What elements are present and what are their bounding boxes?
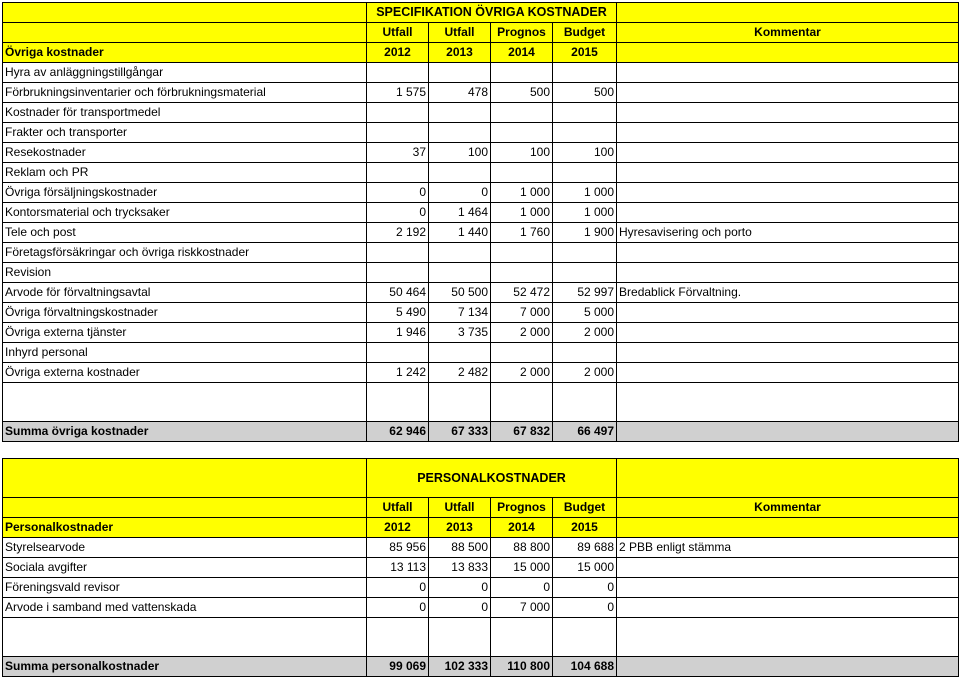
row-value: 1 575 bbox=[367, 83, 429, 103]
row-value bbox=[429, 63, 491, 83]
row-value: 7 134 bbox=[429, 303, 491, 323]
row-label: Tele och post bbox=[3, 223, 367, 243]
row-value bbox=[367, 343, 429, 363]
row-value: 1 440 bbox=[429, 223, 491, 243]
row-label: Förbrukningsinventarier och förbrukningsmaterial bbox=[3, 83, 367, 103]
sum-value: 99 069 bbox=[367, 657, 429, 677]
table-row bbox=[3, 323, 959, 343]
table-row bbox=[3, 143, 959, 163]
row-comment bbox=[617, 83, 959, 103]
row-value bbox=[491, 123, 553, 143]
row-value: 1 000 bbox=[491, 203, 553, 223]
row-value: 0 bbox=[553, 578, 617, 598]
year-header: 2012 bbox=[367, 43, 429, 63]
row-value: 0 bbox=[553, 598, 617, 618]
row-label: Frakter och transporter bbox=[3, 123, 367, 143]
row-label: Övriga försäljningskostnader bbox=[3, 183, 367, 203]
row-value: 52 997 bbox=[553, 283, 617, 303]
row-value: 7 000 bbox=[491, 303, 553, 323]
row-value bbox=[429, 263, 491, 283]
row-value: 0 bbox=[367, 598, 429, 618]
blank-cell bbox=[367, 383, 429, 422]
blank-cell bbox=[617, 383, 959, 422]
table-row bbox=[3, 343, 959, 363]
row-value: 88 500 bbox=[429, 538, 491, 558]
year-header: 2012 bbox=[367, 518, 429, 538]
row-value bbox=[367, 123, 429, 143]
table-row bbox=[3, 558, 959, 578]
row-value bbox=[367, 63, 429, 83]
row-comment bbox=[617, 323, 959, 343]
row-value: 2 000 bbox=[553, 363, 617, 383]
year-row bbox=[3, 518, 959, 538]
blank-cell bbox=[3, 618, 367, 657]
sum-value: 102 333 bbox=[429, 657, 491, 677]
comment-header-empty bbox=[617, 43, 959, 63]
blank-cell bbox=[491, 618, 553, 657]
row-value bbox=[491, 63, 553, 83]
row-value: 5 000 bbox=[553, 303, 617, 323]
year-header: 2013 bbox=[429, 518, 491, 538]
row-value bbox=[367, 163, 429, 183]
row-value: 2 192 bbox=[367, 223, 429, 243]
row-label: Övriga externa kostnader bbox=[3, 363, 367, 383]
row-value: 50 500 bbox=[429, 283, 491, 303]
row-value: 2 482 bbox=[429, 363, 491, 383]
row-label: Hyra av anläggningstillgångar bbox=[3, 63, 367, 83]
row-label: Resekostnader bbox=[3, 143, 367, 163]
row-value: 0 bbox=[367, 183, 429, 203]
table-row bbox=[3, 223, 959, 243]
title-spacer bbox=[3, 3, 367, 23]
spreadsheet bbox=[2, 2, 958, 677]
header-label: Övriga kostnader bbox=[3, 43, 367, 63]
column-header: Utfall bbox=[429, 498, 491, 518]
row-label: Kontorsmaterial och trycksaker bbox=[3, 203, 367, 223]
column-header: Prognos bbox=[491, 23, 553, 43]
row-label: Inhyrd personal bbox=[3, 343, 367, 363]
row-label: Reklam och PR bbox=[3, 163, 367, 183]
row-value bbox=[553, 263, 617, 283]
row-label: Revision bbox=[3, 263, 367, 283]
column-header: Utfall bbox=[429, 23, 491, 43]
blank-cell bbox=[491, 383, 553, 422]
row-value: 1 900 bbox=[553, 223, 617, 243]
row-comment: Hyresavisering och porto bbox=[617, 223, 959, 243]
sum-value: 110 800 bbox=[491, 657, 553, 677]
section-title: SPECIFIKATION ÖVRIGA KOSTNADER bbox=[367, 3, 617, 23]
year-header: 2015 bbox=[553, 518, 617, 538]
title-spacer-right bbox=[617, 459, 959, 498]
sum-comment bbox=[617, 657, 959, 677]
sum-row bbox=[3, 657, 959, 677]
row-value: 1 000 bbox=[553, 203, 617, 223]
row-comment: Bredablick Förvaltning. bbox=[617, 283, 959, 303]
row-value bbox=[553, 103, 617, 123]
row-value: 89 688 bbox=[553, 538, 617, 558]
column-header: Prognos bbox=[491, 498, 553, 518]
header-row bbox=[3, 498, 959, 518]
row-value: 5 490 bbox=[367, 303, 429, 323]
year-header: 2014 bbox=[491, 518, 553, 538]
table-row bbox=[3, 538, 959, 558]
row-value: 100 bbox=[491, 143, 553, 163]
row-value: 2 000 bbox=[491, 323, 553, 343]
blank-cell bbox=[429, 383, 491, 422]
row-value bbox=[491, 243, 553, 263]
title-spacer bbox=[3, 459, 367, 498]
row-comment bbox=[617, 243, 959, 263]
row-value bbox=[553, 243, 617, 263]
section-title: PERSONALKOSTNADER bbox=[367, 459, 617, 498]
row-value: 100 bbox=[429, 143, 491, 163]
header-empty bbox=[3, 498, 367, 518]
row-value bbox=[553, 343, 617, 363]
table-row bbox=[3, 243, 959, 263]
row-value: 2 000 bbox=[553, 323, 617, 343]
table-row bbox=[3, 63, 959, 83]
row-value: 100 bbox=[553, 143, 617, 163]
table-row bbox=[3, 598, 959, 618]
row-value: 0 bbox=[491, 578, 553, 598]
row-value: 1 946 bbox=[367, 323, 429, 343]
sum-value: 67 832 bbox=[491, 422, 553, 442]
row-value bbox=[429, 343, 491, 363]
table-row bbox=[3, 183, 959, 203]
row-value: 0 bbox=[367, 578, 429, 598]
row-value: 478 bbox=[429, 83, 491, 103]
sum-label: Summa övriga kostnader bbox=[3, 422, 367, 442]
row-value: 500 bbox=[491, 83, 553, 103]
column-header: Kommentar bbox=[617, 23, 959, 43]
row-value bbox=[553, 123, 617, 143]
row-value bbox=[429, 123, 491, 143]
row-comment bbox=[617, 183, 959, 203]
table-row bbox=[3, 163, 959, 183]
row-comment bbox=[617, 303, 959, 323]
sum-value: 104 688 bbox=[553, 657, 617, 677]
section-title-row bbox=[3, 459, 959, 498]
column-header: Utfall bbox=[367, 498, 429, 518]
row-value bbox=[429, 163, 491, 183]
table-row bbox=[3, 103, 959, 123]
row-value: 0 bbox=[429, 578, 491, 598]
row-value bbox=[491, 343, 553, 363]
row-value: 0 bbox=[429, 183, 491, 203]
row-value: 500 bbox=[553, 83, 617, 103]
row-value: 3 735 bbox=[429, 323, 491, 343]
row-value: 15 000 bbox=[491, 558, 553, 578]
row-value: 37 bbox=[367, 143, 429, 163]
row-label: Övriga förvaltningskostnader bbox=[3, 303, 367, 323]
row-value: 13 113 bbox=[367, 558, 429, 578]
row-label: Företagsförsäkringar och övriga riskkostnader bbox=[3, 243, 367, 263]
blank-cell bbox=[553, 618, 617, 657]
row-value: 1 000 bbox=[491, 183, 553, 203]
row-comment: 2 PBB enligt stämma bbox=[617, 538, 959, 558]
section-title-row bbox=[3, 3, 959, 23]
row-comment bbox=[617, 598, 959, 618]
row-value: 7 000 bbox=[491, 598, 553, 618]
row-value bbox=[367, 263, 429, 283]
year-header: 2013 bbox=[429, 43, 491, 63]
blank-cell bbox=[3, 383, 367, 422]
row-comment bbox=[617, 263, 959, 283]
row-value: 88 800 bbox=[491, 538, 553, 558]
sum-comment bbox=[617, 422, 959, 442]
column-header: Budget bbox=[553, 23, 617, 43]
blank-cell bbox=[553, 383, 617, 422]
row-value: 52 472 bbox=[491, 283, 553, 303]
row-value bbox=[367, 103, 429, 123]
row-comment bbox=[617, 578, 959, 598]
table-row bbox=[3, 283, 959, 303]
row-value bbox=[367, 243, 429, 263]
year-header: 2015 bbox=[553, 43, 617, 63]
row-value: 0 bbox=[367, 203, 429, 223]
row-label: Sociala avgifter bbox=[3, 558, 367, 578]
row-label: Styrelsearvode bbox=[3, 538, 367, 558]
row-value bbox=[491, 263, 553, 283]
column-header: Kommentar bbox=[617, 498, 959, 518]
table-row bbox=[3, 363, 959, 383]
table-row bbox=[3, 303, 959, 323]
row-label: Föreningsvald revisor bbox=[3, 578, 367, 598]
sum-value: 66 497 bbox=[553, 422, 617, 442]
blank-cell bbox=[429, 618, 491, 657]
sum-label: Summa personalkostnader bbox=[3, 657, 367, 677]
row-comment bbox=[617, 143, 959, 163]
blank-row bbox=[3, 383, 959, 422]
row-value: 85 956 bbox=[367, 538, 429, 558]
row-value: 13 833 bbox=[429, 558, 491, 578]
row-label: Övriga externa tjänster bbox=[3, 323, 367, 343]
row-comment bbox=[617, 558, 959, 578]
row-comment bbox=[617, 363, 959, 383]
row-value: 2 000 bbox=[491, 363, 553, 383]
title-spacer-right bbox=[617, 3, 959, 23]
sum-row bbox=[3, 422, 959, 442]
row-comment bbox=[617, 343, 959, 363]
personnel-costs-table bbox=[2, 458, 959, 677]
header-row bbox=[3, 23, 959, 43]
sum-value: 67 333 bbox=[429, 422, 491, 442]
row-comment bbox=[617, 163, 959, 183]
row-comment bbox=[617, 123, 959, 143]
sum-value: 62 946 bbox=[367, 422, 429, 442]
row-value: 1 464 bbox=[429, 203, 491, 223]
header-label: Personalkostnader bbox=[3, 518, 367, 538]
row-label: Kostnader för transportmedel bbox=[3, 103, 367, 123]
blank-row bbox=[3, 618, 959, 657]
table-row bbox=[3, 123, 959, 143]
row-label: Arvode för förvaltningsavtal bbox=[3, 283, 367, 303]
row-value bbox=[553, 163, 617, 183]
blank-cell bbox=[617, 618, 959, 657]
table-row bbox=[3, 578, 959, 598]
column-header: Utfall bbox=[367, 23, 429, 43]
table-row bbox=[3, 203, 959, 223]
row-comment bbox=[617, 203, 959, 223]
year-header: 2014 bbox=[491, 43, 553, 63]
row-value: 15 000 bbox=[553, 558, 617, 578]
row-comment bbox=[617, 63, 959, 83]
header-empty bbox=[3, 23, 367, 43]
other-costs-table bbox=[2, 2, 959, 442]
row-comment bbox=[617, 103, 959, 123]
row-label: Arvode i samband med vattenskada bbox=[3, 598, 367, 618]
year-row bbox=[3, 43, 959, 63]
row-value bbox=[429, 103, 491, 123]
row-value bbox=[553, 63, 617, 83]
row-value bbox=[491, 163, 553, 183]
column-header: Budget bbox=[553, 498, 617, 518]
table-row bbox=[3, 83, 959, 103]
row-value: 50 464 bbox=[367, 283, 429, 303]
comment-header-empty bbox=[617, 518, 959, 538]
row-value bbox=[491, 103, 553, 123]
row-value bbox=[429, 243, 491, 263]
row-value: 1 242 bbox=[367, 363, 429, 383]
blank-cell bbox=[367, 618, 429, 657]
table-row bbox=[3, 263, 959, 283]
row-value: 1 000 bbox=[553, 183, 617, 203]
row-value: 1 760 bbox=[491, 223, 553, 243]
row-value: 0 bbox=[429, 598, 491, 618]
